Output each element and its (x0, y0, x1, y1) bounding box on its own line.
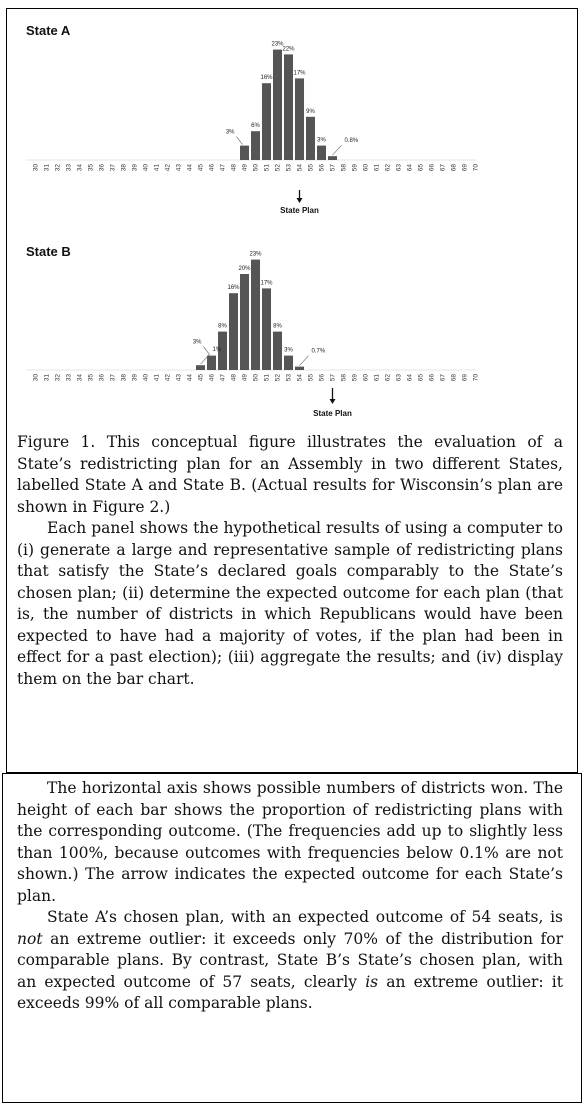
bar-53 (284, 54, 293, 160)
chart-panel-state-b (26, 252, 480, 418)
x-tick-label: 70 (472, 374, 480, 382)
x-tick-label: 31 (43, 374, 51, 382)
data-label: 0.8% (344, 138, 359, 145)
data-label: 0.7% (311, 348, 326, 355)
x-tick-label: 30 (32, 374, 40, 382)
x-tick-label: 56 (318, 164, 326, 172)
bar-55 (306, 117, 315, 160)
x-tick-label: 36 (98, 374, 106, 382)
x-tick-label: 65 (417, 164, 425, 172)
data-label: 1% (212, 347, 222, 354)
bar-53 (284, 356, 293, 370)
bar-50 (251, 260, 260, 370)
bar-57 (328, 156, 337, 160)
x-tick-label: 44 (186, 164, 194, 172)
bar-51 (262, 288, 271, 370)
x-tick-label: 32 (54, 164, 62, 172)
caption-paragraph-3: The horizontal axis shows possible numbers of districts won. The height of each bar shows the proportion of redistricting plans with the corresponding outcome. (The frequencies add up to slightly less than 100%, because outcomes with frequencies below 0.1% are not shown.) The arrow indicates the expected outcome for each State’s plan. (17, 779, 563, 905)
x-tick-label: 53 (285, 164, 293, 172)
x-tick-label: 61 (373, 374, 381, 382)
data-label: 3% (192, 339, 202, 346)
x-tick-label: 44 (186, 374, 194, 382)
x-tick-label: 30 (32, 164, 40, 172)
x-tick-label: 31 (43, 164, 51, 172)
x-tick-label: 51 (263, 164, 271, 172)
x-tick-label: 36 (98, 164, 106, 172)
data-label: 22% (282, 46, 295, 53)
state-plan-label: State Plan (280, 206, 319, 215)
x-tick-label: 45 (197, 164, 205, 172)
data-label: 16% (227, 285, 240, 292)
x-tick-label: 61 (373, 164, 381, 172)
figure-caption (17, 432, 563, 690)
x-tick-label: 53 (285, 374, 293, 382)
x-tick-label: 46 (208, 374, 216, 382)
bar-50 (251, 131, 260, 160)
x-tick-label: 50 (252, 164, 260, 172)
x-tick-label: 66 (428, 164, 436, 172)
x-tick-label: 42 (164, 164, 172, 172)
caption-paragraph-2: Each panel shows the hypothetical results of using a computer to (i) generate a large and representative sample of redistricting plans that satisfy the State’s declared goals comparably to the State’s chosen plan; (ii) determine the expected outcome for each plan (that is, the number of districts in which Republicans would have been expected to have had a majority of votes, if the plan had been in effect for a past election); (iii) aggregate the results; and (iv) display them on the bar chart. (17, 519, 563, 688)
state-plan-arrowhead (297, 198, 303, 203)
x-tick-label: 34 (76, 164, 84, 172)
x-tick-label: 65 (417, 374, 425, 382)
chart-title-state-b: State B (26, 244, 71, 259)
data-label: 3% (284, 347, 293, 354)
x-tick-label: 52 (274, 374, 282, 382)
caption-paragraph-4 (17, 907, 563, 1015)
x-tick-label: 62 (384, 164, 392, 172)
x-tick-label: 47 (219, 374, 227, 382)
caption-p4-text-1: State A’s chosen plan, with an expected outcome of 54 seats, is (47, 908, 563, 926)
bar-54 (295, 367, 304, 370)
figure-label: Figure 1. (17, 433, 96, 451)
x-tick-label: 58 (340, 164, 348, 172)
x-tick-label: 64 (406, 374, 414, 382)
x-tick-label: 59 (351, 374, 359, 382)
x-tick-label: 69 (461, 374, 469, 382)
figure-caption-continued (17, 778, 563, 1015)
x-tick-label: 58 (340, 374, 348, 382)
bar-52 (273, 332, 282, 370)
bar-52 (273, 50, 282, 160)
x-tick-label: 38 (120, 164, 128, 172)
x-tick-label: 57 (329, 374, 337, 382)
bar-56 (317, 146, 326, 160)
state-plan-label: State Plan (313, 409, 352, 418)
data-label: 8% (273, 323, 282, 330)
x-tick-label: 54 (296, 374, 304, 382)
x-tick-label: 55 (307, 164, 315, 172)
data-label-leader (300, 356, 309, 366)
x-tick-label: 35 (87, 164, 95, 172)
x-tick-label: 47 (219, 164, 227, 172)
x-tick-label: 60 (362, 164, 370, 172)
x-tick-label: 39 (131, 374, 139, 382)
x-tick-label: 45 (197, 374, 205, 382)
data-label: 23% (271, 41, 284, 48)
data-label: 23% (249, 251, 262, 258)
x-tick-label: 67 (439, 164, 447, 172)
x-tick-label: 48 (230, 164, 238, 172)
x-tick-label: 57 (329, 164, 337, 172)
data-label-leader (204, 347, 210, 355)
x-tick-label: 68 (450, 164, 458, 172)
data-label: 8% (218, 323, 227, 330)
bar-54 (295, 78, 304, 160)
x-tick-label: 62 (384, 374, 392, 382)
x-tick-label: 63 (395, 164, 403, 172)
x-tick-label: 39 (131, 164, 139, 172)
data-label: 17% (260, 280, 273, 287)
x-tick-label: 54 (296, 164, 304, 172)
data-label-leader (237, 137, 243, 145)
bar-48 (229, 293, 238, 370)
x-tick-label: 33 (65, 374, 73, 382)
x-tick-label: 66 (428, 374, 436, 382)
x-tick-label: 32 (54, 374, 62, 382)
x-tick-label: 60 (362, 374, 370, 382)
x-tick-label: 67 (439, 374, 447, 382)
x-tick-label: 49 (241, 164, 249, 172)
bar-49 (240, 274, 249, 370)
x-tick-label: 64 (406, 164, 414, 172)
x-tick-label: 69 (461, 164, 469, 172)
x-tick-label: 50 (252, 374, 260, 382)
x-tick-label: 52 (274, 164, 282, 172)
x-tick-label: 70 (472, 164, 480, 172)
x-tick-label: 38 (120, 374, 128, 382)
x-tick-label: 41 (153, 374, 161, 382)
x-tick-label: 48 (230, 374, 238, 382)
data-label: 3% (317, 137, 326, 144)
data-label-leader (333, 145, 342, 155)
data-label: 3% (225, 129, 235, 136)
chart-panel-state-a (26, 42, 480, 215)
bar-49 (240, 146, 249, 160)
state-plan-arrowhead (330, 399, 336, 404)
x-tick-label: 43 (175, 164, 183, 172)
x-tick-label: 56 (318, 374, 326, 382)
caption-intro: This conceptual figure illustrates the evaluation of a State’s redistricting plan for an Assembly in two different States, labelled State A and State B. (Actual results for Wisconsin’s plan are shown in Figure 2.) (17, 433, 563, 516)
caption-p4-is: is (365, 972, 379, 991)
bar-45 (196, 365, 205, 370)
x-tick-label: 41 (153, 164, 161, 172)
x-tick-label: 63 (395, 374, 403, 382)
x-tick-label: 49 (241, 374, 249, 382)
x-tick-label: 34 (76, 374, 84, 382)
data-label: 20% (238, 266, 251, 272)
data-label: 6% (251, 123, 260, 130)
x-tick-label: 55 (307, 374, 315, 382)
x-tick-label: 40 (142, 374, 150, 382)
caption-p4-text-2: an extreme outlier: it exceeds only 70% of the distribution for comparable plans. By contrast, State B’s State’s chosen plan, with an expected outcome of 57 seats, clearly (17, 929, 563, 991)
x-tick-label: 37 (109, 164, 117, 172)
data-label: 16% (260, 75, 273, 82)
x-tick-label: 35 (87, 374, 95, 382)
data-label: 9% (306, 108, 315, 115)
x-tick-label: 33 (65, 164, 73, 172)
bar-51 (262, 83, 271, 160)
charts-canvas (0, 0, 587, 430)
chart-title-state-a: State A (26, 23, 71, 38)
data-label: 17% (293, 70, 306, 77)
x-tick-label: 40 (142, 164, 150, 172)
x-tick-label: 59 (351, 164, 359, 172)
bar-46 (207, 356, 216, 370)
x-tick-label: 68 (450, 374, 458, 382)
x-tick-label: 46 (208, 164, 216, 172)
x-tick-label: 37 (109, 374, 117, 382)
caption-p4-not: not (17, 929, 43, 948)
caption-p4-text-3: an extreme outlier: it exceeds 99% of all comparable plans. (17, 972, 563, 1012)
x-tick-label: 51 (263, 374, 271, 382)
x-tick-label: 42 (164, 374, 172, 382)
x-tick-label: 43 (175, 374, 183, 382)
